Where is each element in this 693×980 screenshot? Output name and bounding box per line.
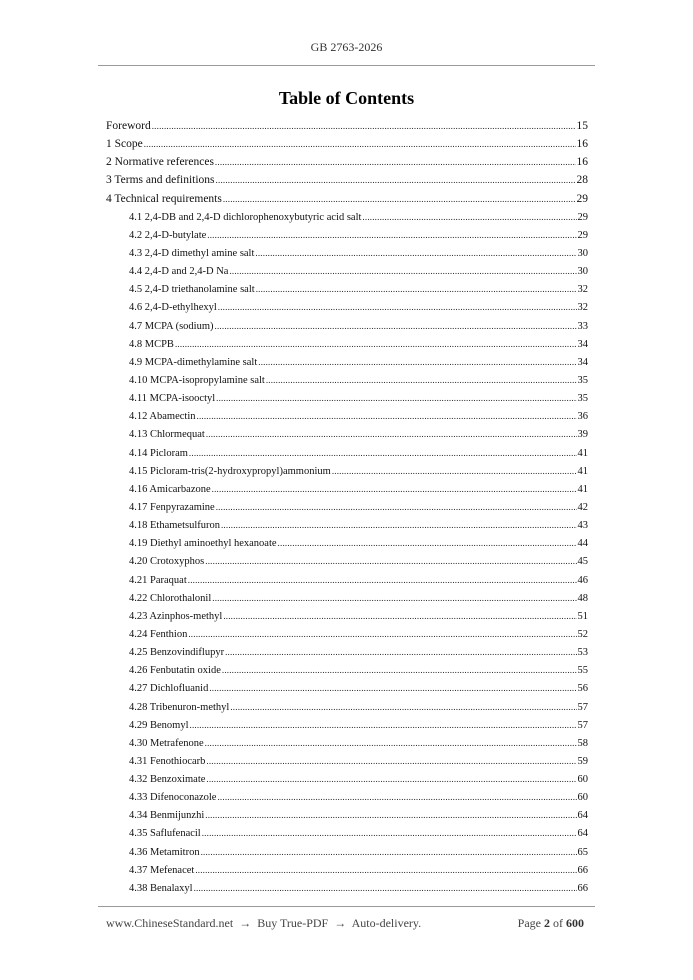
toc-entry-title: 4.32 Benzoximate [129, 774, 206, 786]
dot-leader [225, 643, 576, 661]
toc-entry-page: 55 [577, 665, 588, 677]
toc-entry-page: 53 [577, 647, 588, 659]
toc-entry[interactable] [106, 208, 588, 226]
dot-leader [205, 806, 576, 824]
dot-leader [332, 462, 577, 480]
page-label: Page [517, 916, 541, 930]
toc-entry[interactable] [106, 371, 588, 389]
toc-entry-title: 4.26 Fenbutatin oxide [129, 665, 221, 677]
toc-entry-title: 4.24 Fenthion [129, 628, 188, 640]
dot-leader [258, 353, 576, 371]
toc-entry[interactable] [106, 607, 588, 625]
toc-entry[interactable] [106, 298, 588, 316]
dot-leader [175, 335, 577, 353]
toc-entry-page: 35 [577, 374, 588, 386]
dot-leader [212, 589, 576, 607]
toc-entry-page: 35 [577, 393, 588, 405]
toc-entry-title: 4.17 Fenpyrazamine [129, 501, 215, 513]
page-title: Table of Contents [278, 88, 415, 108]
toc-entry-page: 41 [577, 465, 588, 477]
toc-entry[interactable] [106, 661, 588, 679]
toc-entry[interactable] [106, 280, 588, 298]
toc-entry-page: 57 [577, 701, 588, 713]
toc-entry-title: 4.34 Benmijunzhi [129, 810, 205, 822]
buy-link[interactable]: Buy True-PDF [257, 916, 329, 930]
page-of: of [553, 916, 563, 930]
toc-entry-page: 41 [577, 483, 588, 495]
dot-leader [205, 734, 577, 752]
page-current: 2 [544, 916, 550, 930]
footer-divider [98, 906, 595, 907]
toc-entry-page: 59 [577, 755, 588, 767]
toc-entry-page: 39 [577, 429, 588, 441]
dot-leader [194, 879, 577, 897]
dot-leader [190, 716, 577, 734]
toc-entry-page: 32 [577, 302, 588, 314]
toc-entry-page: 57 [577, 719, 588, 731]
dot-leader [217, 788, 576, 806]
toc-entry-title: 4.29 Benomyl [129, 719, 189, 731]
toc-entry[interactable] [106, 480, 588, 498]
toc-entry-title: 4.28 Tribenuron-methyl [129, 701, 230, 713]
toc-entry-page: 66 [577, 864, 588, 876]
toc-entry-title: 4.1 2,4-DB and 2,4-D dichlorophenoxybutyric acid salt [129, 211, 362, 223]
toc-entry-title: 4 Technical requirements [106, 192, 222, 205]
dot-leader [215, 317, 577, 335]
dot-leader [207, 226, 576, 244]
page-number [518, 916, 584, 931]
dot-leader [206, 752, 576, 770]
toc-entry[interactable] [106, 425, 588, 443]
toc-entry[interactable] [106, 407, 588, 425]
dot-leader [216, 389, 576, 407]
toc-entry-page: 58 [577, 737, 588, 749]
toc-entry-title: 4.11 MCPA-isooctyl [129, 393, 216, 405]
toc-entry[interactable] [106, 716, 588, 734]
toc-entry-title: 4.7 MCPA (sodium) [129, 320, 214, 332]
toc-entry-title: 4.10 MCPA-isopropylamine salt [129, 374, 265, 386]
toc-entry-title: 2 Normative references [106, 156, 214, 169]
toc-entry-title: 4.33 Difenoconazole [129, 792, 217, 804]
table-of-contents [106, 117, 588, 897]
toc-entry[interactable] [106, 226, 588, 244]
dot-leader [205, 552, 576, 570]
dot-leader [223, 190, 576, 208]
dot-leader [209, 679, 576, 697]
toc-entry-page: 46 [577, 574, 588, 586]
toc-entry-page: 41 [577, 447, 588, 459]
toc-entry-page: 15 [576, 120, 588, 132]
dot-leader [206, 425, 577, 443]
toc-entry-page: 48 [577, 592, 588, 604]
toc-entry[interactable] [106, 135, 588, 153]
toc-entry-page: 33 [577, 320, 588, 332]
dot-leader [221, 516, 577, 534]
toc-entry-title: 4.8 MCPB [129, 338, 174, 350]
toc-entry[interactable] [106, 571, 588, 589]
dot-leader [278, 534, 577, 552]
toc-entry-title: 3 Terms and definitions [106, 174, 215, 187]
toc-entry-page: 30 [577, 266, 588, 278]
toc-entry-title: 4.15 Picloram-tris(2-hydroxypropyl)ammonium [129, 465, 331, 477]
toc-entry[interactable] [106, 444, 588, 462]
toc-entry[interactable] [106, 734, 588, 752]
toc-entry-page: 66 [577, 882, 588, 894]
toc-entry-title: 4.35 Saflufenacil [129, 828, 201, 840]
toc-entry-title: 4.38 Benalaxyl [129, 882, 193, 894]
dot-leader [189, 444, 577, 462]
toc-entry[interactable] [106, 698, 588, 716]
dot-leader [230, 698, 576, 716]
toc-entry-title: 4.36 Metamitron [129, 846, 200, 858]
toc-entry-page: 64 [577, 828, 588, 840]
toc-entry-title: 4.23 Azinphos-methyl [129, 610, 223, 622]
toc-entry-title: 4.13 Chlormequat [129, 429, 205, 441]
toc-entry-page: 64 [577, 810, 588, 822]
dot-leader [212, 480, 577, 498]
toc-entry-page: 60 [577, 774, 588, 786]
dot-leader [362, 208, 576, 226]
toc-entry[interactable] [106, 153, 588, 171]
toc-entry[interactable] [106, 824, 588, 842]
toc-entry-page: 65 [577, 846, 588, 858]
toc-entry-title: 4.20 Crotoxyphos [129, 556, 205, 568]
page-footer [106, 916, 584, 931]
dot-leader [188, 571, 577, 589]
toc-entry-page: 56 [577, 683, 588, 695]
dot-leader [215, 153, 576, 171]
toc-entry[interactable] [106, 861, 588, 879]
toc-entry-title: 4.5 2,4-D triethanolamine salt [129, 284, 255, 296]
toc-entry-page: 16 [576, 156, 588, 169]
dot-leader [218, 298, 577, 316]
dot-leader [202, 824, 577, 842]
toc-entry-page: 30 [577, 247, 588, 259]
toc-entry-title: 4.30 Metrafenone [129, 737, 204, 749]
toc-entry[interactable] [106, 843, 588, 861]
toc-entry[interactable] [106, 190, 588, 208]
toc-entry[interactable] [106, 643, 588, 661]
dot-leader [152, 117, 576, 135]
dot-leader [266, 371, 577, 389]
toc-entry-title: 4.18 Ethametsulfuron [129, 520, 220, 532]
toc-entry[interactable] [106, 770, 588, 788]
toc-entry-page: 29 [576, 192, 588, 205]
toc-entry[interactable] [106, 317, 588, 335]
dot-leader [206, 770, 576, 788]
toc-entry[interactable] [106, 335, 588, 353]
toc-entry-title: 4.9 MCPA-dimethylamine salt [129, 356, 258, 368]
toc-entry-title: 4.4 2,4-D and 2,4-D Na [129, 266, 229, 278]
page-total: 600 [566, 916, 584, 930]
toc-entry-page: 29 [577, 211, 588, 223]
dot-leader [188, 625, 576, 643]
toc-entry-page: 34 [577, 338, 588, 350]
toc-entry[interactable] [106, 244, 588, 262]
toc-entry[interactable] [106, 516, 588, 534]
dot-leader [255, 244, 576, 262]
toc-entry-title: 4.2 2,4-D-butylate [129, 229, 207, 241]
toc-entry-title: 4.14 Picloram [129, 447, 188, 459]
toc-entry-page: 34 [577, 356, 588, 368]
toc-entry[interactable] [106, 389, 588, 407]
toc-entry-page: 52 [577, 628, 588, 640]
toc-entry-title: 4.21 Paraquat [129, 574, 187, 586]
toc-entry[interactable] [106, 589, 588, 607]
toc-entry-title: 4.37 Mefenacet [129, 864, 195, 876]
toc-entry[interactable] [106, 171, 588, 189]
toc-entry[interactable] [106, 534, 588, 552]
right-arrow-icon: → [239, 916, 252, 930]
site-link[interactable]: www.ChineseStandard.net [106, 916, 234, 930]
dot-leader [256, 280, 577, 298]
toc-entry-page: 16 [576, 138, 588, 151]
delivery-text: Auto-delivery. [351, 916, 422, 930]
toc-entry-title: 4.3 2,4-D dimethyl amine salt [129, 247, 255, 259]
running-header: GB 2763-2026 [310, 40, 383, 54]
dot-leader [223, 607, 576, 625]
toc-entry[interactable] [106, 879, 588, 897]
toc-entry[interactable] [106, 498, 588, 516]
toc-entry-title: 4.19 Diethyl aminoethyl hexanoate [129, 538, 277, 550]
dot-leader [229, 262, 576, 280]
toc-entry-title: 1 Scope [106, 138, 143, 151]
toc-entry-title: 4.6 2,4-D-ethylhexyl [129, 302, 217, 314]
dot-leader [222, 661, 577, 679]
toc-entry[interactable] [106, 806, 588, 824]
toc-entry[interactable] [106, 679, 588, 697]
toc-entry[interactable] [106, 353, 588, 371]
toc-entry[interactable] [106, 625, 588, 643]
toc-entry-page: 29 [577, 229, 588, 241]
toc-entry-title: 4.31 Fenothiocarb [129, 755, 206, 767]
toc-entry-page: 45 [577, 556, 588, 568]
toc-entry-page: 44 [577, 538, 588, 550]
toc-entry-title: 4.16 Amicarbazone [129, 483, 211, 495]
toc-entry-page: 43 [577, 520, 588, 532]
toc-entry-page: 51 [577, 610, 588, 622]
dot-leader [216, 171, 576, 189]
toc-entry-title: 4.12 Abamectin [129, 411, 196, 423]
toc-entry-title: 4.25 Benzovindiflupyr [129, 647, 225, 659]
toc-entry[interactable] [106, 788, 588, 806]
dot-leader [197, 407, 577, 425]
toc-entry-page: 42 [577, 501, 588, 513]
toc-entry-title: Foreword [106, 120, 151, 132]
dot-leader [144, 135, 576, 153]
toc-entry[interactable] [106, 462, 588, 480]
dot-leader [195, 861, 576, 879]
toc-entry[interactable] [106, 262, 588, 280]
footer-promo [106, 916, 421, 931]
header-divider [98, 65, 595, 66]
dot-leader [201, 843, 577, 861]
toc-entry-title: 4.27 Dichlofluanid [129, 683, 209, 695]
dot-leader [216, 498, 577, 516]
toc-entry-page: 28 [576, 174, 588, 187]
toc-entry-page: 36 [577, 411, 588, 423]
toc-entry-page: 60 [577, 792, 588, 804]
toc-entry[interactable] [106, 117, 588, 135]
toc-entry[interactable] [106, 752, 588, 770]
toc-entry[interactable] [106, 552, 588, 570]
toc-entry-page: 32 [577, 284, 588, 296]
toc-entry-title: 4.22 Chlorothalonil [129, 592, 212, 604]
right-arrow-icon: → [334, 916, 347, 930]
